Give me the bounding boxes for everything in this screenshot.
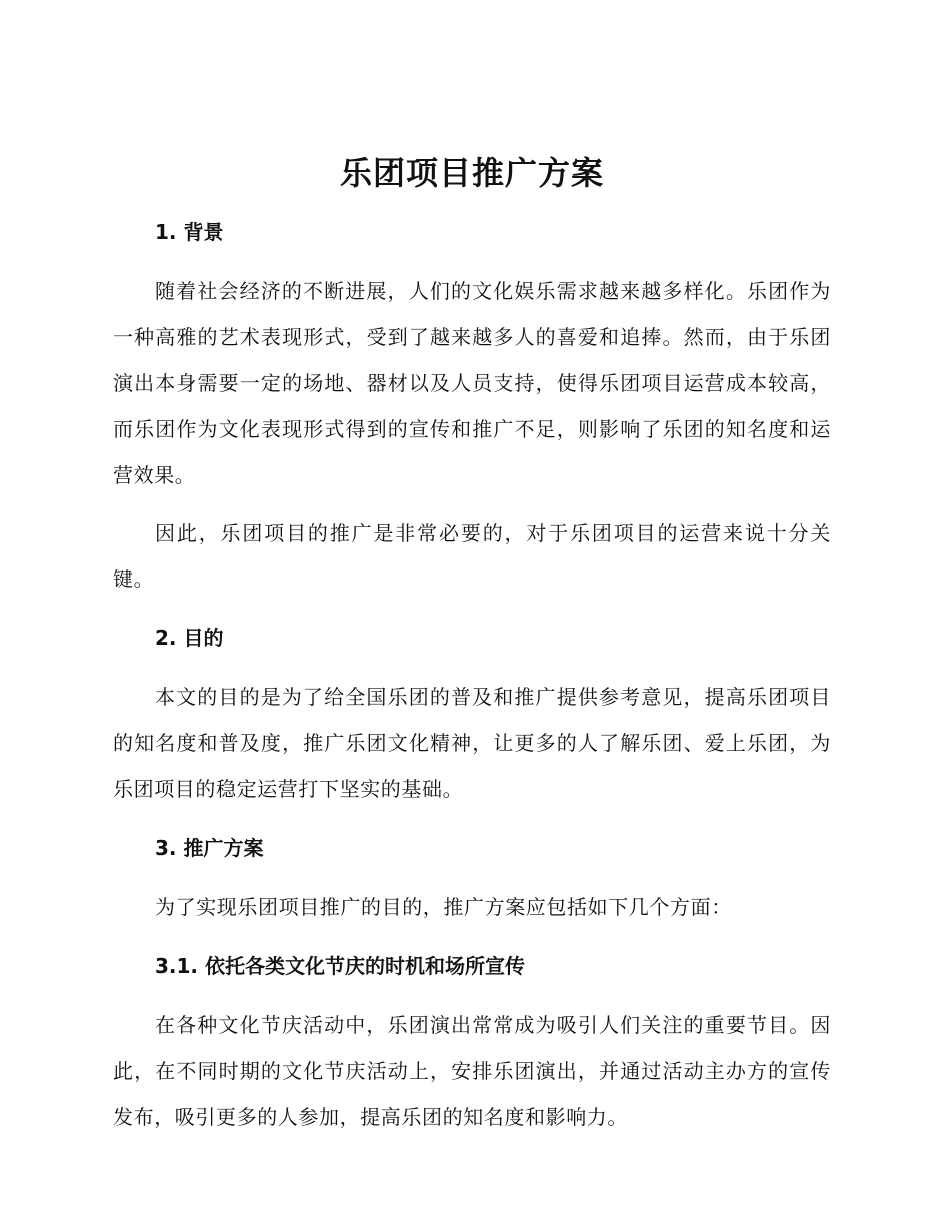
section-heading-promotion-plan: 3. 推广方案 [155,836,264,860]
section-heading-festival-promotion: 3.1. 依托各类文化节庆的时机和场所宣传 [155,954,525,978]
document-body [113,148,831,1140]
section-heading-background: 1. 背景 [155,220,224,244]
paragraph-festival-promotion-1: 在各种文化节庆活动中，乐团演出常常成为吸引人们关注的重要节目。因此，在不同时期的文化节庆活动上，安排乐团演出，并通过活动主办方的宣传发布，吸引更多的人参加，提高乐团的知名度和影响力。 [113,1013,831,1129]
document-title: 乐团项目推广方案 [339,154,604,192]
paragraph-promotion-plan-1: 为了实现乐团项目推广的目的，推广方案应包括如下几个方面： [155,895,732,919]
section-heading-purpose: 2. 目的 [155,626,224,650]
paragraph-background-2: 因此，乐团项目的推广是非常必要的，对于乐团项目的运营来说十分关键。 [113,521,831,591]
paragraph-background-1: 随着社会经济的不断进展，人们的文化娱乐需求越来越多样化。乐团作为一种高雅的艺术表现形式，受到了越来越多人的喜爱和追捧。然而，由于乐团演出本身需要一定的场地、器材以及人员支持，使得乐团项目运营成本较高，而乐团作为文化表现形式得到的宣传和推广不足，则影响了乐团的知名度和运营效果。 [113,279,831,487]
paragraph-purpose-1: 本文的目的是为了给全国乐团的普及和推广提供参考意见，提高乐团项目的知名度和普及度，推广乐团文化精神，让更多的人了解乐团、爱上乐团，为乐团项目的稳定运营打下坚实的基础。 [113,685,831,801]
